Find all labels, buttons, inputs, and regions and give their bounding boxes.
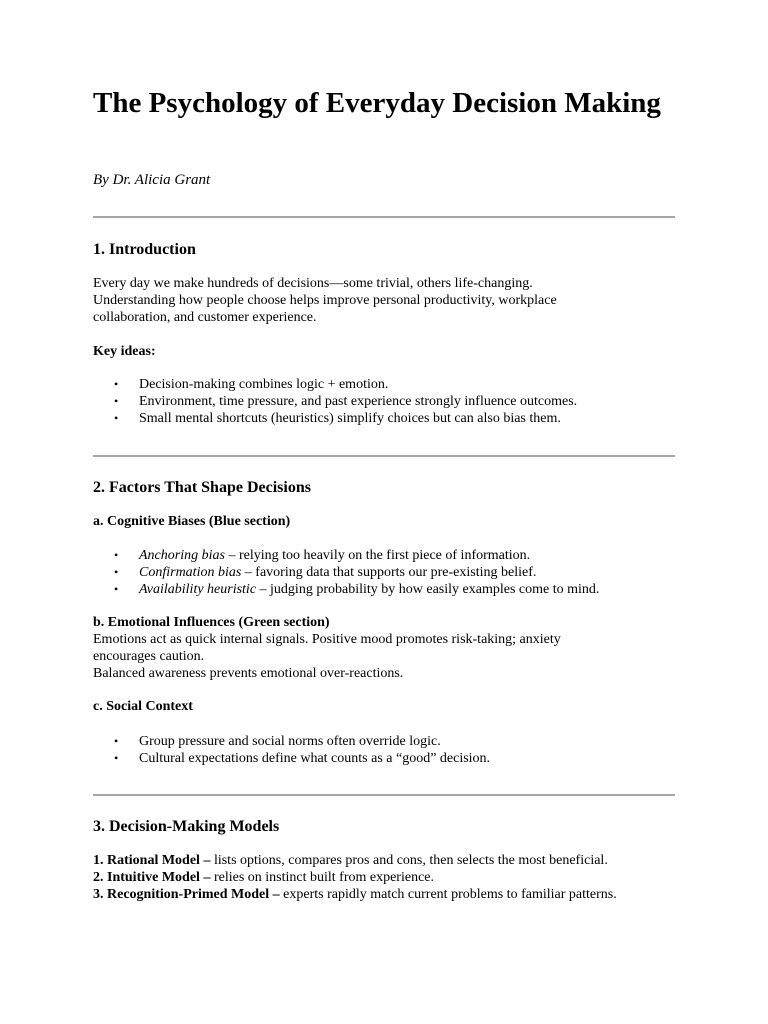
bullet-icon: •	[114, 582, 119, 596]
bullet-icon: •	[114, 548, 119, 562]
section-heading-introduction: 1. Introduction	[93, 241, 196, 258]
list-item: • Environment, time pressure, and past experience strongly influence outcomes.	[114, 394, 578, 409]
section-divider	[93, 455, 675, 457]
list-item: 3. Recognition-Primed Model – experts rapidly match current problems to familiar patterns.	[93, 887, 617, 902]
cognitive-biases-list	[93, 547, 693, 598]
bullet-icon: •	[114, 394, 119, 408]
paragraph-line: Understanding how people choose helps improve personal productivity, workplace	[93, 293, 557, 308]
subheading-social-context: c. Social Context	[93, 699, 193, 714]
paragraph-line: Every day we make hundreds of decisions—some trivial, others life-changing.	[93, 276, 533, 291]
section-heading-models: 3. Decision-Making Models	[93, 818, 280, 835]
introduction-paragraph	[93, 275, 683, 326]
models-list	[93, 852, 683, 903]
social-context-list	[93, 733, 693, 767]
section-divider	[93, 794, 675, 796]
section-divider	[93, 216, 675, 218]
list-item: • Confirmation bias – favoring data that supports our pre-existing belief.	[114, 565, 537, 580]
paragraph-line: encourages caution.	[93, 649, 205, 664]
key-ideas-label: Key ideas:	[93, 344, 156, 359]
list-item: • Cultural expectations define what counts as a “good” decision.	[114, 751, 491, 766]
subheading-cognitive-biases: a. Cognitive Biases (Blue section)	[93, 514, 291, 529]
list-item: • Group pressure and social norms often override logic.	[114, 734, 441, 749]
subheading-emotional-influences: b. Emotional Influences (Green section)	[93, 615, 330, 630]
list-item: 1. Rational Model – lists options, compares pros and cons, then selects the most beneficial.	[93, 853, 608, 868]
bullet-icon: •	[114, 751, 119, 765]
list-item: • Availability heuristic – judging probability by how easily examples come to mind.	[114, 582, 600, 597]
emotional-influences-paragraph	[93, 631, 683, 682]
bullet-icon: •	[114, 377, 119, 391]
paragraph-line: Balanced awareness prevents emotional over-reactions.	[93, 666, 404, 681]
author-byline: By Dr. Alicia Grant	[93, 172, 211, 188]
paragraph-line: Emotions act as quick internal signals. Positive mood promotes risk-taking; anxiety	[93, 632, 561, 647]
bullet-icon: •	[114, 565, 119, 579]
list-item: • Decision-making combines logic + emotion.	[114, 377, 389, 392]
list-item: • Anchoring bias – relying too heavily on the first piece of information.	[114, 548, 531, 563]
paragraph-line: collaboration, and customer experience.	[93, 310, 317, 325]
bullet-icon: •	[114, 411, 119, 425]
document-title: The Psychology of Everyday Decision Making	[93, 87, 661, 119]
list-item: 2. Intuitive Model – relies on instinct built from experience.	[93, 870, 434, 885]
key-ideas-list	[93, 376, 693, 427]
list-item: • Small mental shortcuts (heuristics) simplify choices but can also bias them.	[114, 411, 561, 426]
bullet-icon: •	[114, 734, 119, 748]
section-heading-factors: 2. Factors That Shape Decisions	[93, 479, 311, 496]
